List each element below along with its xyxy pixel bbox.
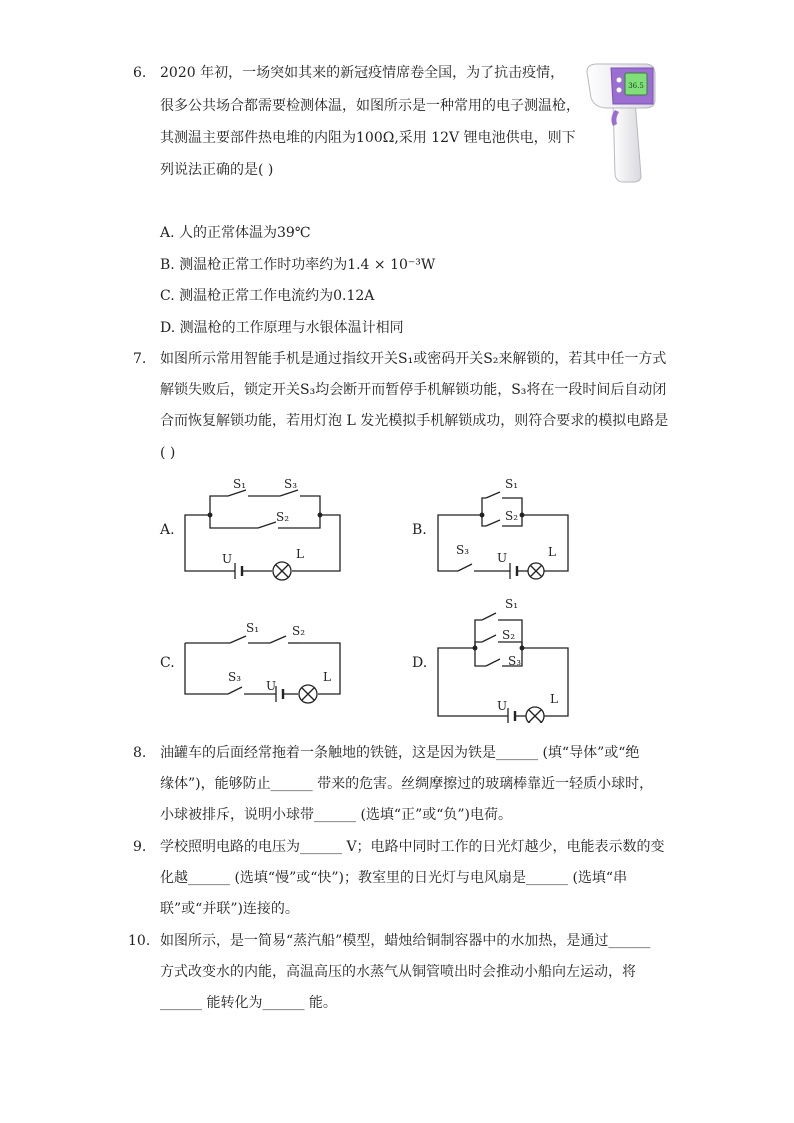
q6-line-2: 很多公共场合都需要检测体温，如图所示是一种常用的电子测温枪， [160, 98, 580, 114]
circuit-diagrams [150, 468, 590, 723]
q6-line-1: 2020 年初，一场突如其来的新冠疫情席卷全国，为了抗击疫情， [160, 65, 565, 81]
q8-line-3: 小球被排斥，说明小球带______ (选填“正”或“负”)电荷。 [160, 807, 513, 823]
question-number-7: 7. [133, 351, 147, 367]
q6-option-a: A. 人的正常体温为39℃ [160, 225, 311, 241]
q6-option-c: C. 测温枪正常工作电流约为0.12A [160, 288, 375, 304]
question-number-8: 8. [133, 745, 147, 761]
circuit-b [438, 492, 568, 579]
circuit-c [185, 636, 340, 703]
question-number-6: 6. [133, 65, 147, 81]
question-number-10: 10. [128, 933, 151, 949]
q9-line-3: 联”或“并联”)连接的。 [160, 901, 299, 917]
a-u-label: U [222, 552, 233, 566]
q7-line-3: 合而恢复解锁功能，若用灯泡 L 发光模拟手机解锁成功，则符合要求的模拟电路是 [160, 413, 669, 429]
q6-option-d: D. 测温枪的工作原理与水银体温计相同 [160, 320, 404, 336]
lcd-reading: 36.5 [628, 82, 644, 90]
d-s1-label: S₁ [505, 597, 519, 611]
question-number-9: 9. [133, 839, 147, 855]
a-s3-label: S₃ [284, 477, 298, 491]
c-s2-label: S₂ [292, 624, 306, 638]
q7-line-1: 如图所示常用智能手机是通过指纹开关S₁或密码开关S₂来解锁的，若其中任一方式 [160, 351, 667, 367]
q6-line-3: 其测温主要部件热电堆的内阻为100Ω,采用 12V 锂电池供电，则下 [160, 130, 576, 146]
a-s1-label: S₁ [233, 477, 247, 491]
q6-option-b: B. 测温枪正常工作时功率约为1.4 × 10⁻³W [160, 257, 436, 273]
c-l-label: L [323, 670, 331, 684]
q8-line-2: 缘体”)，能够防止______ 带来的危害。丝绸摩擦过的玻璃棒靠近一轻质小球时， [160, 776, 654, 792]
thermometer-gun-image [583, 58, 658, 186]
c-s3-label: S₃ [228, 670, 242, 684]
c-u-label: U [266, 679, 277, 693]
q10-line-3: ______ 能转化为______ 能。 [160, 995, 337, 1011]
circuit-a-label: A. [160, 522, 175, 538]
circuit-c-label: C. [160, 655, 175, 671]
q10-line-1: 如图所示，是一简易“蒸汽船”模型，蜡烛给铜制容器中的水加热，是通过______ [160, 933, 651, 949]
q8-line-1: 油罐车的后面经常拖着一条触地的铁链，这是因为铁是______ (填“导体”或“绝 [160, 745, 640, 761]
b-s2-label: S₂ [505, 509, 519, 523]
q9-line-2: 化越______ (选填“慢”或“快”)；教室里的日光灯与电风扇是______ (选填“串 [160, 870, 628, 886]
circuit-a [185, 490, 340, 580]
b-l-label: L [548, 545, 556, 559]
c-s1-label: S₁ [246, 621, 260, 635]
q7-line-4: ( ) [160, 445, 176, 461]
b-u-label: U [497, 551, 508, 565]
a-s2-label: S₂ [276, 510, 290, 524]
d-l-label: L [550, 692, 558, 706]
d-s2-label: S₂ [502, 628, 516, 642]
circuit-d-label: D. [412, 655, 428, 671]
b-s1-label: S₁ [505, 477, 519, 491]
a-l-label: L [296, 547, 304, 561]
circuit-b-label: B. [412, 522, 427, 538]
b-s3-label: S₃ [456, 543, 470, 557]
d-u-label: U [497, 699, 508, 713]
q6-line-4: 列说法正确的是( ) [160, 162, 274, 178]
q10-line-2: 方式改变水的内能，高温高压的水蒸气从铜管喷出时会推动小船向左运动，将 [160, 964, 636, 980]
q9-line-1: 学校照明电路的电压为______ V；电路中同时工作的日光灯越少，电能表示数的变 [160, 839, 665, 855]
d-s3-label: S₃ [508, 654, 522, 668]
q7-line-2: 解锁失败后，锁定开关S₃均会断开而暂停手机解锁功能，S₃将在一段时间后自动闭 [160, 382, 667, 398]
